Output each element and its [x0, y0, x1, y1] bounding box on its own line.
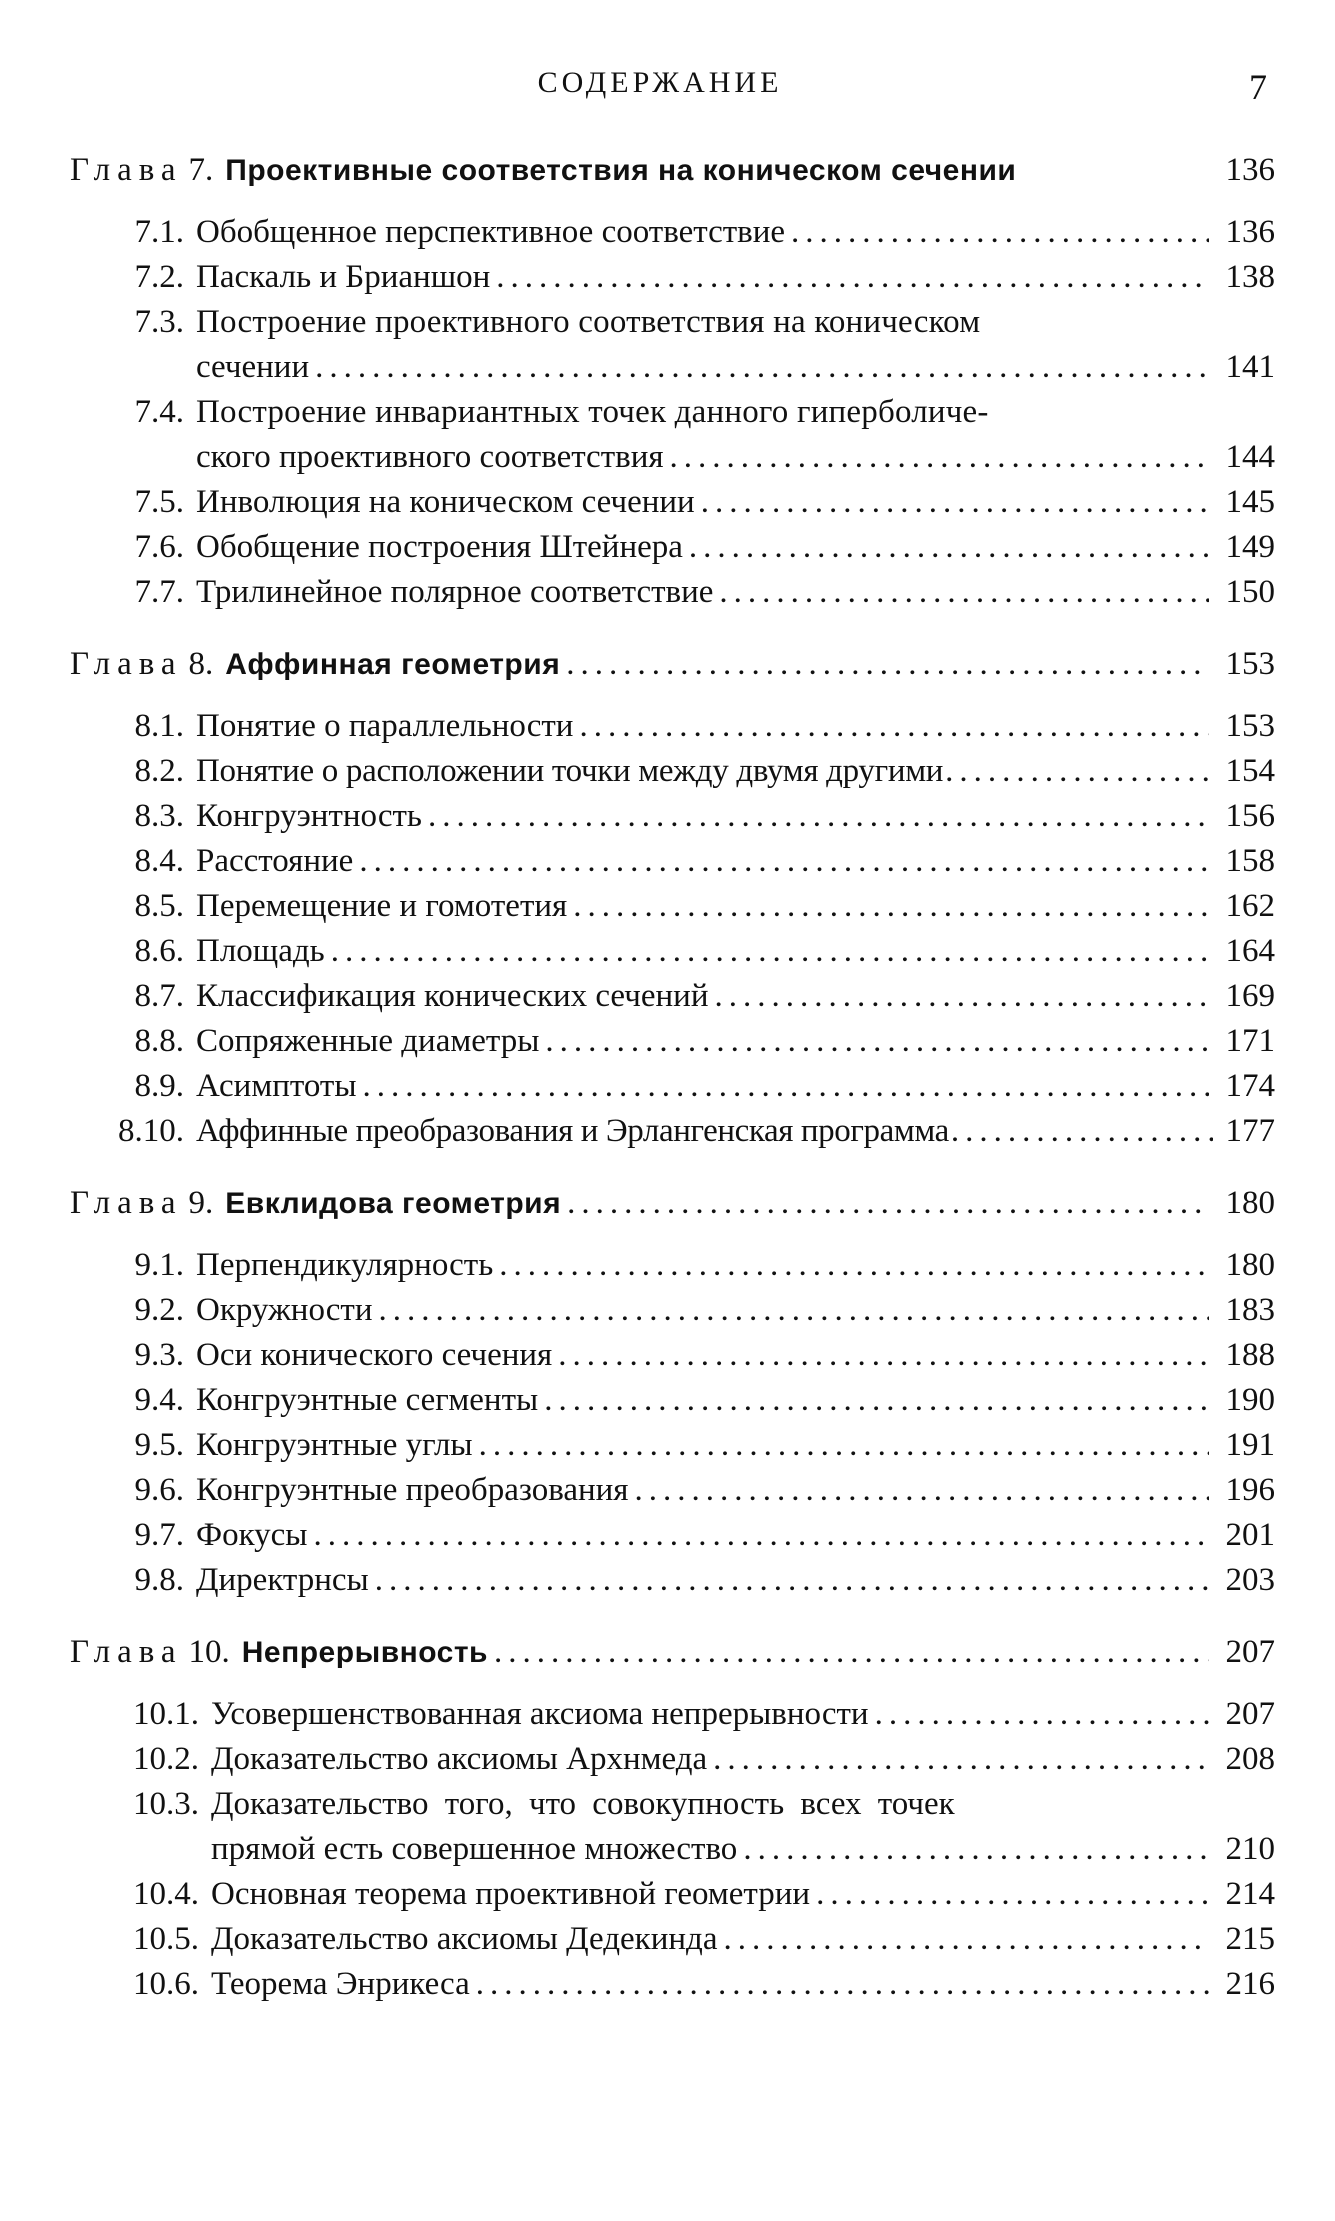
page-ref: 141 — [1225, 349, 1275, 385]
section-number: 8.9. — [134, 1068, 184, 1104]
chapter-title: Непрерывность — [241, 1636, 489, 1669]
leader-dots — [579, 704, 1209, 749]
section-entry — [70, 884, 1275, 929]
leader-dots — [476, 1962, 1209, 2007]
section-title: Паскаль и Брианшон — [196, 259, 491, 295]
section-entry — [70, 1468, 1275, 1513]
section-title-line: Построение инвариантных точек данного гиперболиче- — [196, 394, 989, 430]
leader-dots — [315, 345, 1209, 390]
leader-dots — [479, 1423, 1209, 1468]
section-entry — [70, 1243, 1275, 1288]
chapter-heading — [70, 642, 1275, 687]
section-number: 10.4. — [133, 1876, 199, 1912]
leader-dots — [375, 1558, 1209, 1603]
leader-dots — [496, 255, 1209, 300]
page-ref: 145 — [1225, 484, 1275, 520]
section-number: 8.1. — [134, 708, 184, 744]
page-ref: 191 — [1225, 1427, 1275, 1463]
section-number: 7.2. — [134, 259, 184, 295]
section-number: 8.6. — [134, 933, 184, 969]
section-number: 9.1. — [134, 1247, 184, 1283]
section-entry — [70, 525, 1275, 570]
section-title: Асимптоты — [196, 1068, 357, 1104]
page-ref: 149 — [1225, 529, 1275, 565]
section-entry — [70, 974, 1275, 1019]
page-ref: 180 — [1225, 1185, 1275, 1221]
section-title: Конгруэнтность — [196, 798, 422, 834]
section-entry — [70, 1109, 1275, 1154]
chapter-word: Глава — [70, 646, 183, 682]
page-ref: 136 — [1225, 152, 1275, 188]
section-title: Доказательство аксиомы Архнмеда — [211, 1741, 708, 1777]
leader-dots — [313, 1513, 1209, 1558]
chapter-number: 9. — [188, 1185, 214, 1221]
section-entry — [70, 1917, 1275, 1962]
section-title: Аффинные преобразования и Эрлангенская программа — [196, 1113, 949, 1149]
leader-dots — [713, 1737, 1209, 1782]
section-title: Окружности — [196, 1292, 373, 1328]
section-title: Обобщенное перспективное соответствие — [196, 214, 786, 250]
leader-dots — [701, 480, 1209, 525]
leader-dots — [379, 1288, 1209, 1333]
section-title: Оси конического сечения — [196, 1337, 553, 1373]
leader-dots — [719, 570, 1209, 615]
section-number: 8.4. — [134, 843, 184, 879]
section-number: 8.8. — [134, 1023, 184, 1059]
section-number: 9.3. — [134, 1337, 184, 1373]
section-number: 7.7. — [134, 574, 184, 610]
leader-dots — [558, 1333, 1209, 1378]
leader-dots — [566, 642, 1209, 687]
section-entry — [70, 1378, 1275, 1423]
page-ref: 210 — [1225, 1831, 1275, 1867]
leader-dots — [951, 1109, 1213, 1154]
leader-dots — [545, 1019, 1209, 1064]
section-entry — [70, 255, 1275, 300]
page-ref: 208 — [1225, 1741, 1275, 1777]
section-title: Доказательство аксиомы Дедекинда — [211, 1921, 718, 1957]
page-ref: 207 — [1225, 1634, 1275, 1670]
leader-dots — [670, 435, 1209, 480]
chapter-7 — [70, 148, 1275, 615]
page-ref: 162 — [1225, 888, 1275, 924]
leader-dots — [331, 929, 1209, 974]
section-number: 8.7. — [134, 978, 184, 1014]
chapter-title: Проективные соответствия на коническом сечении — [225, 154, 1017, 187]
page-ref: 214 — [1225, 1876, 1275, 1912]
leader-dots — [567, 1181, 1209, 1226]
section-entry — [70, 390, 1275, 480]
leader-dots — [945, 749, 1213, 794]
chapter-number: 10. — [188, 1634, 230, 1670]
page-ref: 164 — [1225, 933, 1275, 969]
page-ref: 138 — [1225, 259, 1275, 295]
leader-dots — [723, 1917, 1209, 1962]
chapter-number: 7. — [188, 152, 214, 188]
chapter-lead — [70, 642, 560, 687]
running-header — [0, 66, 1335, 116]
section-number: 7.3. — [134, 304, 184, 340]
page-ref: 190 — [1225, 1382, 1275, 1418]
chapter-heading — [70, 148, 1275, 193]
page-ref: 154 — [1225, 753, 1275, 789]
leader-dots — [499, 1243, 1209, 1288]
chapter-word: Глава — [70, 1634, 183, 1670]
page-ref: 183 — [1225, 1292, 1275, 1328]
page-ref: 171 — [1225, 1023, 1275, 1059]
page-ref: 153 — [1225, 708, 1275, 744]
section-entry — [70, 210, 1275, 255]
chapter-word: Глава — [70, 152, 183, 188]
chapter-title: Евклидова геометрия — [225, 1187, 562, 1220]
section-title: Инволюция на коническом сечении — [196, 484, 695, 520]
section-number: 7.1. — [134, 214, 184, 250]
section-number: 10.3. — [133, 1786, 199, 1822]
section-title-line: Доказательство того, что совокупность всех точек — [211, 1786, 955, 1822]
section-entry — [70, 1692, 1275, 1737]
chapter-10 — [70, 1630, 1275, 2007]
section-entry — [70, 1064, 1275, 1109]
section-number: 8.5. — [134, 888, 184, 924]
page-ref: 150 — [1225, 574, 1275, 610]
page-ref: 207 — [1225, 1696, 1275, 1732]
section-title: Трилинейное полярное соответствие — [196, 574, 714, 610]
section-title: Перпендикулярность — [196, 1247, 494, 1283]
leader-dots — [359, 839, 1209, 884]
section-title: Конгруэнтные сегменты — [196, 1382, 539, 1418]
section-number: 9.2. — [134, 1292, 184, 1328]
chapter-8 — [70, 642, 1275, 1154]
section-entry — [70, 1333, 1275, 1378]
page-ref: 177 — [1225, 1113, 1275, 1149]
leader-dots — [689, 525, 1209, 570]
section-entry — [70, 929, 1275, 974]
section-number: 9.5. — [134, 1427, 184, 1463]
leader-dots — [634, 1468, 1209, 1513]
section-title-line: ского проективного соответствия — [196, 439, 664, 475]
page-ref: 156 — [1225, 798, 1275, 834]
section-entry — [70, 839, 1275, 884]
section-entry — [70, 1423, 1275, 1468]
chapter-heading — [70, 1630, 1275, 1675]
section-title: Фокусы — [196, 1517, 308, 1553]
section-entry — [70, 570, 1275, 615]
section-number: 10.2. — [133, 1741, 199, 1777]
page-ref: 201 — [1225, 1517, 1275, 1553]
section-title: Сопряженные диаметры — [196, 1023, 540, 1059]
section-entry — [70, 794, 1275, 839]
leader-dots — [714, 974, 1209, 1019]
section-entry — [70, 1513, 1275, 1558]
page-ref: 188 — [1225, 1337, 1275, 1373]
section-entry — [70, 480, 1275, 525]
chapter-lead — [70, 1630, 488, 1675]
section-title: Основная теорема проективной геометрии — [211, 1876, 811, 1912]
section-title: Теорема Энрикеса — [211, 1966, 470, 2002]
section-number: 7.6. — [134, 529, 184, 565]
section-number: 9.7. — [134, 1517, 184, 1553]
page-ref: 180 — [1225, 1247, 1275, 1283]
section-entry — [70, 300, 1275, 390]
chapter-word: Глава — [70, 1185, 183, 1221]
page-ref: 203 — [1225, 1562, 1275, 1598]
chapter-title: Аффинная геометрия — [225, 648, 561, 681]
section-title: Понятие о расположении точки между двумя другими — [196, 753, 944, 789]
section-number: 9.4. — [134, 1382, 184, 1418]
section-title-line: Построение проективного соответствия на коническом — [196, 304, 981, 340]
section-title: Площадь — [196, 933, 325, 969]
running-title: СОДЕРЖАНИЕ — [537, 66, 783, 99]
section-entry — [70, 1962, 1275, 2007]
section-title-line: прямой есть совершенное множество — [211, 1831, 738, 1867]
section-title: Обобщение построения Штейнера — [196, 529, 683, 565]
section-number: 7.4. — [134, 394, 184, 430]
section-number: 9.6. — [134, 1472, 184, 1508]
page-ref: 216 — [1225, 1966, 1275, 2002]
section-entry — [70, 1872, 1275, 1917]
section-number: 9.8. — [134, 1562, 184, 1598]
section-title-line: сечении — [196, 349, 310, 385]
table-of-contents — [70, 148, 1275, 2034]
section-number: 10.6. — [133, 1966, 199, 2002]
leader-dots — [791, 210, 1209, 255]
section-title: Понятие о параллельности — [196, 708, 574, 744]
page-ref: 136 — [1225, 214, 1275, 250]
page-number: 7 — [1249, 67, 1267, 107]
leader-dots — [743, 1827, 1209, 1872]
section-entry — [70, 1782, 1275, 1872]
chapter-heading — [70, 1181, 1275, 1226]
section-number: 7.5. — [134, 484, 184, 520]
leader-dots — [363, 1064, 1209, 1109]
page-ref: 158 — [1225, 843, 1275, 879]
section-entry — [70, 1558, 1275, 1603]
leader-dots — [494, 1630, 1209, 1675]
section-title: Конгруэнтные углы — [196, 1427, 473, 1463]
section-number: 8.2. — [134, 753, 184, 789]
section-entry — [70, 749, 1275, 794]
section-entry — [70, 1019, 1275, 1064]
leader-dots — [816, 1872, 1209, 1917]
section-entry — [70, 1737, 1275, 1782]
page-ref: 153 — [1225, 646, 1275, 682]
page-ref: 144 — [1225, 439, 1275, 475]
section-number: 10.5. — [133, 1921, 199, 1957]
leader-dots — [428, 794, 1209, 839]
leader-dots — [544, 1378, 1209, 1423]
chapter-lead — [70, 1181, 561, 1226]
page-ref: 196 — [1225, 1472, 1275, 1508]
section-title: Перемещение и гомотетия — [196, 888, 568, 924]
section-title: Усовершенствованная аксиома непрерывности — [211, 1696, 869, 1732]
chapter-number: 8. — [188, 646, 214, 682]
chapter-9 — [70, 1181, 1275, 1603]
chapter-lead — [70, 148, 1016, 193]
section-number: 8.10. — [118, 1113, 184, 1149]
leader-dots — [573, 884, 1209, 929]
section-entry — [70, 1288, 1275, 1333]
page-ref: 174 — [1225, 1068, 1275, 1104]
section-title: Директрнсы — [196, 1562, 369, 1598]
page-ref: 215 — [1225, 1921, 1275, 1957]
section-title: Классификация конических сечений — [196, 978, 709, 1014]
section-number: 8.3. — [134, 798, 184, 834]
section-entry — [70, 704, 1275, 749]
section-number: 10.1. — [133, 1696, 199, 1732]
section-title: Конгруэнтные преобразования — [196, 1472, 629, 1508]
leader-dots — [875, 1692, 1209, 1737]
page-ref: 169 — [1225, 978, 1275, 1014]
section-title: Расстояние — [196, 843, 354, 879]
